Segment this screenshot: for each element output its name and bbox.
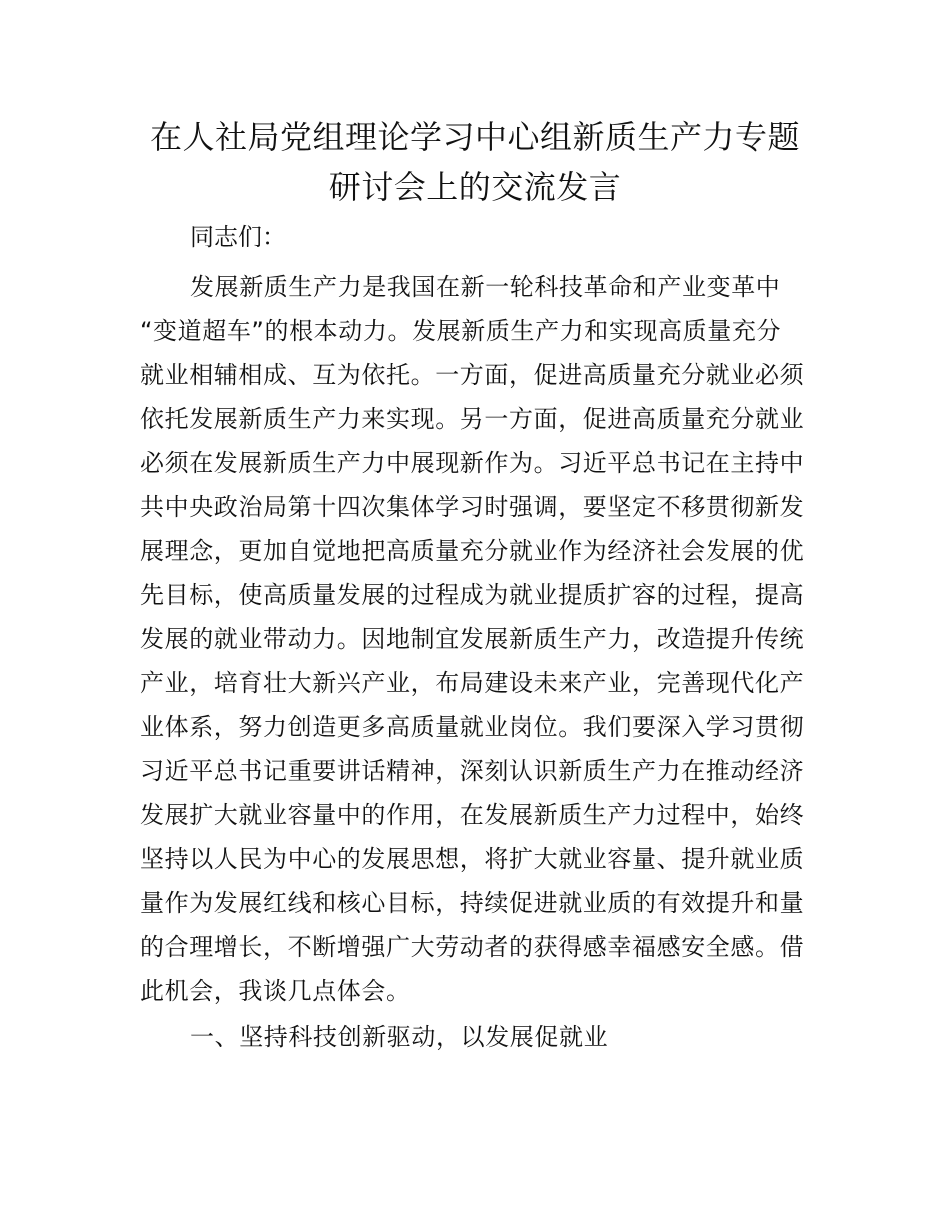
greeting: 同志们： xyxy=(190,223,286,251)
title-line-2: 研讨会上的交流发言 xyxy=(328,168,622,206)
paragraph-line: 展理念，更加自觉地把高质量充分就业作为经济社会发展的优 xyxy=(140,537,805,565)
title-line-1: 在人社局党组理论学习中心组新质生产力专题 xyxy=(149,118,800,156)
section-heading-1: 一、坚持科技创新驱动，以发展促就业 xyxy=(190,1023,609,1051)
paragraph-line: 发展新质生产力是我国在新一轮科技革命和产业变革中 xyxy=(190,273,781,301)
paragraph-line: 先目标，使高质量发展的过程成为就业提质扩容的过程，提高 xyxy=(140,581,805,609)
body-paragraph xyxy=(140,265,820,1013)
document-title xyxy=(100,112,850,212)
paragraph-line: 量作为发展红线和核心目标，持续促进就业质的有效提升和量 xyxy=(140,889,805,917)
paragraph-line: 的合理增长，不断增强广大劳动者的获得感幸福感安全感。借 xyxy=(140,933,805,961)
paragraph-line: 习近平总书记重要讲话精神，深刻认识新质生产力在推动经济 xyxy=(140,757,805,785)
paragraph-line: 坚持以人民为中心的发展思想，将扩大就业容量、提升就业质 xyxy=(140,845,805,873)
paragraph-line: 发展扩大就业容量中的作用，在发展新质生产力过程中，始终 xyxy=(140,801,805,829)
paragraph-line: 此机会，我谈几点体会。 xyxy=(140,977,411,1005)
paragraph-line: 业体系，努力创造更多高质量就业岗位。我们要深入学习贯彻 xyxy=(140,713,805,741)
paragraph-line: 产业，培育壮大新兴产业，布局建设未来产业，完善现代化产 xyxy=(140,669,805,697)
paragraph-line: 就业相辅相成、互为依托。一方面，促进高质量充分就业必须 xyxy=(140,361,805,389)
paragraph-line: 依托发展新质生产力来实现。另一方面，促进高质量充分就业 xyxy=(140,405,805,433)
paragraph-line: “变道超车”的根本动力。发展新质生产力和实现高质量充分 xyxy=(140,317,782,345)
paragraph-line: 发展的就业带动力。因地制宜发展新质生产力，改造提升传统 xyxy=(140,625,805,653)
paragraph-line: 共中央政治局第十四次集体学习时强调，要坚定不移贯彻新发 xyxy=(140,493,805,521)
paragraph-line: 必须在发展新质生产力中展现新作为。习近平总书记在主持中 xyxy=(140,449,805,477)
